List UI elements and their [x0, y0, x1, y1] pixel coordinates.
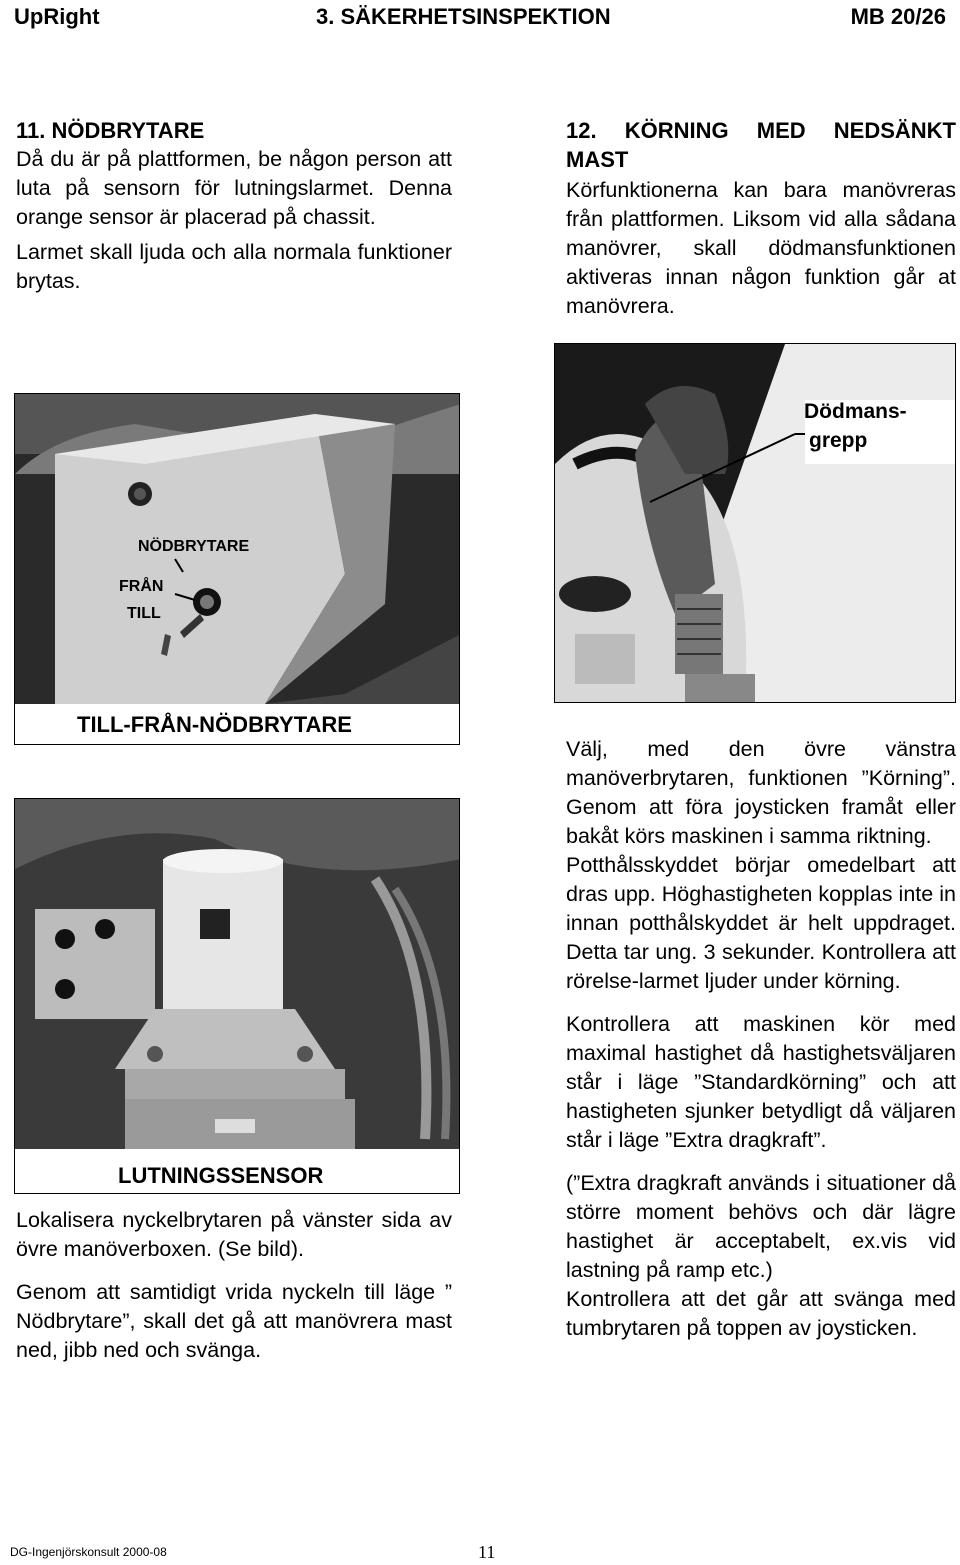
section-11-paragraph-2: Larmet skall ljuda och alla normala funktioner brytas.: [16, 240, 452, 293]
photo-caption-sensor: LUTNINGSSENSOR: [118, 1163, 324, 1188]
paragraph-lokalisera: Lokalisera nyckelbrytaren på vänster sida av övre manöverboxen. (Se bild).: [16, 1208, 452, 1261]
section-11-paragraph-1: Då du är på plattformen, be någon person att luta på sensorn för lutningslarmet. Denna orange sensor är placerad på chassit.: [16, 147, 452, 229]
label-grepp: grepp: [809, 429, 868, 452]
paragraph-kontrollera-1: Kontrollera att maskinen kör med maximal hastighet då hastighetsväljaren står i läge ”Standardkörning” och att hastigheten sjunker betydligt då väljaren står i läge ”Extra dragkraft”.: [566, 1012, 956, 1152]
page-header: [14, 4, 946, 36]
tilt-sensor-illustration: [15, 799, 460, 1194]
paragraph-genom: Genom att samtidigt vrida nyckeln till läge ” Nödbrytare”, skall det gå att manövrera mast ned, jibb ned och svänga.: [16, 1280, 452, 1362]
emergency-switch-photo: [14, 393, 460, 745]
section-11: [16, 116, 452, 302]
emergency-switch-illustration: [15, 394, 460, 745]
label-dodmans: Dödmans-: [804, 400, 907, 423]
section-12-paragraph-1: Körfunktionerna kan bara manövreras från plattformen. Liksom vid alla sådana manövrer, skall dödmansfunktionen aktiveras innan någon funktion går at manövrera.: [566, 178, 956, 318]
paragraph-potthal: Potthålsskyddet börjar omedelbart att dras upp. Höghastigheten kopplas inte in innan potthålskyddet är helt uppdraget. Detta tar ung. 3 sekunder. Kontrollera att rörelse-larmet ljuder under körning.: [566, 853, 956, 993]
page-reference: MB 20/26: [850, 4, 946, 29]
section-12-title: 12. KÖRNING MED NEDSÄNKT: [566, 118, 956, 143]
deadman-grip-photo: [554, 343, 956, 703]
right-lower-text: [566, 735, 956, 1349]
paragraph-valj: Välj, med den övre vänstra manöverbrytaren, funktionen ”Körning”. Genom att föra joysticken framåt eller bakåt körs maskinen i samma riktning.: [566, 737, 956, 848]
paragraph-kontrollera-2: Kontrollera att det går att svänga med tumbrytaren på toppen av joysticken.: [566, 1287, 956, 1340]
left-lower-text: [16, 1206, 452, 1371]
tilt-sensor-photo: [14, 798, 460, 1194]
page-number: 11: [478, 1542, 496, 1562]
footer-company: DG-Ingenjörskonsult 2000-08: [10, 1545, 167, 1559]
section-12: [566, 116, 956, 327]
section-11-title: 11. NÖDBRYTARE: [16, 118, 205, 143]
label-till: TILL: [127, 605, 161, 622]
section-12-title-cont: MAST: [566, 147, 629, 172]
brand-name: UpRight: [14, 4, 100, 29]
label-fran: FRÅN: [119, 578, 164, 595]
photo-caption-switch: TILL-FRÅN-NÖDBRYTARE: [77, 712, 352, 737]
deadman-grip-illustration: [555, 344, 956, 703]
section-heading: 3. SÄKERHETSINSPEKTION: [316, 4, 611, 29]
paragraph-extra: (”Extra dragkraft används i situationer då större moment behövs och där lägre hastighet är acceptabelt, ex.vis vid lastning på ramp etc.): [566, 1171, 956, 1282]
label-nodbrytare: NÖDBRYTARE: [138, 538, 250, 555]
